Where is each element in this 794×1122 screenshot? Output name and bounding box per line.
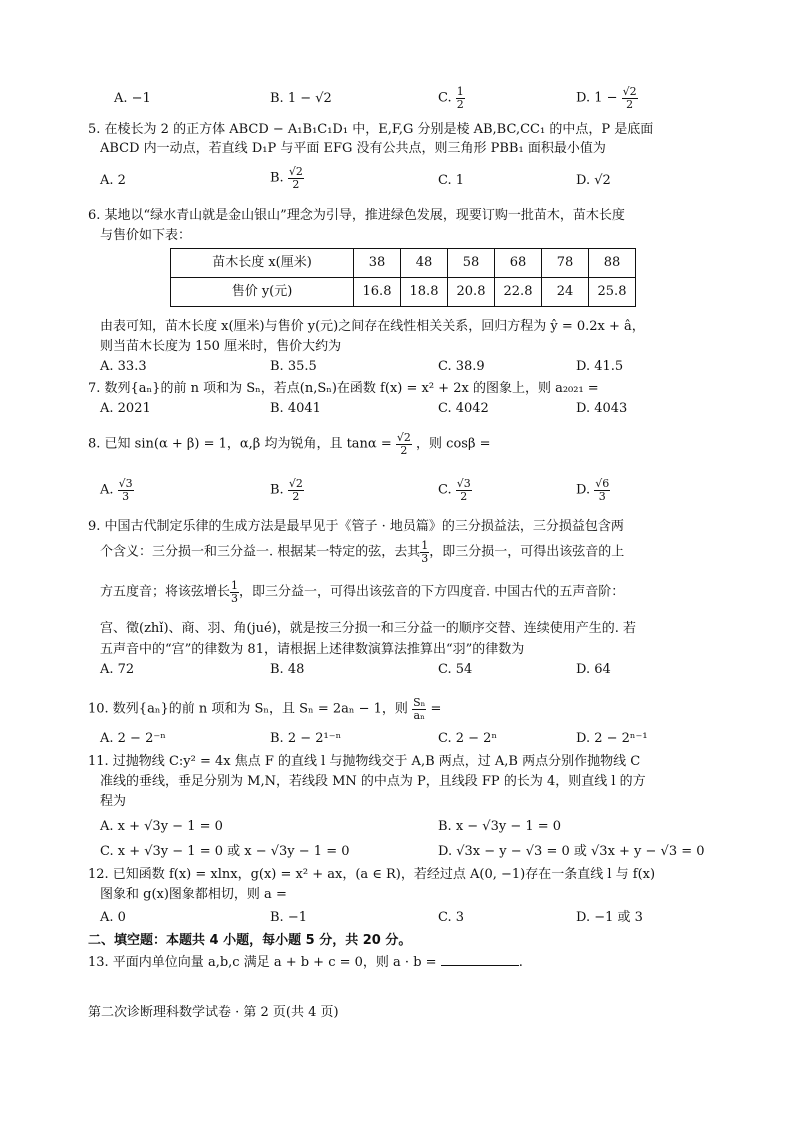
q7-line-1: 7. 数列{aₙ}的前 n 项和为 Sₙ，若点(n,Sₙ)在函数 f(x) = x² + 2x 的图象上，则 a₂₀₂₁ =: [88, 381, 599, 396]
fraction: $\frac{√2}{2}$: [288, 477, 303, 503]
q5-line-1: 5. 在棱长为 2 的正方体 ABCD − A₁B₁C₁D₁ 中，E,F,G 分别是棱 AB,BC,CC₁ 的中点，P 是底面: [88, 122, 654, 137]
section-heading-fill-in: 二、填空题：本题共 4 小题，每小题 5 分，共 20 分。: [88, 933, 412, 948]
q7-option-c: C. 4042: [438, 401, 489, 416]
q10-option-b: B. 2 − 2¹⁻ⁿ: [270, 731, 342, 746]
q4-options: [100, 86, 720, 110]
q5-option-a: A. 2: [100, 173, 126, 188]
q7-option-a: A. 2021: [100, 401, 151, 416]
q13-line-1: 13. 平面内单位向量 a,b,c 满足 a + b + c = 0，则 a · b = .: [88, 955, 523, 970]
answer-blank: [441, 953, 519, 966]
q6-options: [100, 358, 720, 382]
q10-option-a: A. 2 − 2⁻ⁿ: [100, 731, 166, 746]
page-footer: 第二次诊断理科数学试卷 · 第 2 页(共 4 页): [88, 1005, 339, 1020]
table-cell: 22.8: [495, 278, 542, 307]
table-cell: 24: [542, 278, 589, 307]
q6-line-4: 则当苗木长度为 150 厘米时，售价大约为: [100, 339, 342, 354]
q8-option-a: A. $\frac{√3}{3}$: [100, 477, 133, 503]
q6-option-a: A. 33.3: [100, 359, 147, 374]
q8-option-c: C. $\frac{√3}{2}$: [438, 477, 471, 503]
q11-options-row-1: [100, 818, 720, 842]
q12-option-a: A. 0: [100, 910, 126, 925]
q9-option-d: D. 64: [576, 662, 611, 677]
q10-option-c: C. 2 − 2ⁿ: [438, 731, 498, 746]
q9-line-4: 宫、徵(zhǐ)、商、羽、角(jué)，就是按三分损一和三分益一的顺序交替、连续使用产生的. 若: [100, 621, 637, 636]
q9-line-5: 五声音中的“宫”的律数为 81，请根据上述律数演算法推算出“羽”的律数为: [100, 642, 525, 657]
q6-line-2: 与售价如下表：: [100, 228, 192, 243]
table-cell: 88: [589, 249, 636, 278]
q9-line-2: 个含义：三分损一和三分益一. 根据某一特定的弦，去其 $\frac{1}{3}$ ，即三分损一，可得出该弦音的上: [100, 540, 625, 565]
q4-option-b: B. 1 − √2: [270, 91, 332, 106]
fraction: $\frac{√2}{2}$: [396, 432, 411, 457]
q11-option-a: A. x + √3y − 1 = 0: [100, 819, 223, 834]
seedling-price-table: [170, 248, 636, 307]
table-row: [171, 278, 636, 307]
q11-option-d: D. √3x − y − √3 = 0 或 √3x + y − √3 = 0: [438, 844, 705, 859]
table-cell: 58: [448, 249, 495, 278]
q12-line-1: 12. 已知函数 f(x) = xlnx，g(x) = x² + ax，(a ∈ R)，若经过点 A(0, −1)存在一条直线 l 与 f(x): [88, 867, 656, 882]
q5-option-d: D. √2: [576, 173, 611, 188]
fraction: $\frac{√3}{2}$: [456, 477, 471, 503]
q11-line-2: 准线的垂线，垂足分别为 M,N，若线段 MN 的中点为 P，且线段 FP 的长为 4，则直线 l 的方: [100, 774, 646, 789]
q6-line-3: 由表可知，苗木长度 x(厘米)与售价 y(元)之间存在线性相关关系，回归方程为 ŷ = 0.2x + â，: [100, 319, 645, 334]
q7-option-d: D. 4043: [576, 401, 628, 416]
q12-option-d: D. −1 或 3: [576, 910, 643, 925]
table-row-label: 苗木长度 x(厘米): [171, 249, 354, 278]
fraction: $\frac{√6}{3}$: [595, 477, 610, 503]
q7-option-b: B. 4041: [270, 401, 321, 416]
q8-line-1: 8. 已知 sin(α + β) = 1，α,β 均为锐角，且 tanα = $\frac{√2}{2}$ ，则 cosβ =: [88, 432, 491, 457]
table-cell: 38: [354, 249, 401, 278]
fraction: $\frac{\text{Sₙ}}{\text{aₙ}}$: [413, 697, 426, 722]
q9-line-1: 9. 中国古代制定乐律的生成方法是最早见于《管子 · 地员篇》的三分损益法，三分损益包含两: [88, 519, 624, 534]
q12-option-c: C. 3: [438, 910, 465, 925]
q9-options: [100, 661, 720, 685]
q10-line-1: 10. 数列{aₙ}的前 n 项和为 Sₙ，且 Sₙ = 2aₙ − 1，则 $\frac{\text{Sₙ}}{\text{aₙ}}$ =: [88, 697, 442, 722]
q5-option-c: C. 1: [438, 173, 465, 188]
q11-options-row-2: [100, 843, 720, 867]
q10-options: [100, 730, 720, 754]
q11-option-b: B. x − √3y − 1 = 0: [438, 819, 562, 834]
q5-options: [100, 166, 720, 190]
q8-options: [100, 478, 720, 502]
q9-line-3: 方五度音；将该弦增长 $\frac{1}{3}$ ，即三分益一，可得出该弦音的下方四度音. 中国古代的五声音阶：: [100, 580, 625, 605]
q6-option-c: C. 38.9: [438, 359, 485, 374]
q9-option-b: B. 48: [270, 662, 305, 677]
q6-option-b: B. 35.5: [270, 359, 317, 374]
q6-option-d: D. 41.5: [576, 359, 624, 374]
table-cell: 25.8: [589, 278, 636, 307]
table-cell: 68: [495, 249, 542, 278]
table-cell: 48: [401, 249, 448, 278]
q12-options: [100, 909, 720, 933]
q6-line-1: 6. 某地以“绿水青山就是金山银山”理念为引导，推进绿色发展，现要订购一批苗木，苗木长度: [88, 208, 625, 223]
q5-option-b: B. $\frac{√2}{2}$: [270, 165, 303, 191]
q11-line-1: 11. 过抛物线 C:y² = 4x 焦点 F 的直线 l 与抛物线交于 A,B 两点，过 A,B 两点分别作抛物线 C: [88, 754, 641, 769]
fraction: $\frac{√2}{2}$: [622, 85, 637, 111]
q9-option-c: C. 54: [438, 662, 473, 677]
q11-option-c: C. x + √3y − 1 = 0 或 x − √3y − 1 = 0: [100, 844, 350, 859]
table-cell: 18.8: [401, 278, 448, 307]
table-row: [171, 249, 636, 278]
fraction: $\frac{√2}{2}$: [288, 165, 303, 191]
q9-option-a: A. 72: [100, 662, 135, 677]
fraction: $\frac{1}{3}$: [231, 580, 239, 605]
q8-option-d: D. $\frac{√6}{3}$: [576, 477, 610, 503]
table-cell: 20.8: [448, 278, 495, 307]
q8-option-b: B. $\frac{√2}{2}$: [270, 477, 303, 503]
q5-line-2: ABCD 内一动点，若直线 D₁P 与平面 EFG 没有公共点，则三角形 PBB₁ 面积最小值为: [100, 141, 606, 156]
q12-line-2: 图象和 g(x)图象都相切，则 a =: [100, 887, 287, 902]
q10-option-d: D. 2 − 2ⁿ⁻¹: [576, 731, 648, 746]
table-row-label: 售价 y(元): [171, 278, 354, 307]
q4-option-c: C. $\frac{1}{2}$: [438, 85, 464, 111]
table-cell: 78: [542, 249, 589, 278]
q11-line-3: 程为: [100, 794, 127, 809]
q12-option-b: B. −1: [270, 910, 307, 925]
q4-option-d: D. 1 − $\frac{√2}{2}$: [576, 85, 637, 111]
fraction: $\frac{√3}{3}$: [118, 477, 133, 503]
q7-options: [100, 400, 720, 424]
fraction: $\frac{1}{3}$: [421, 540, 429, 565]
fraction: $\frac{1}{2}$: [456, 85, 464, 111]
q4-option-a: A. −1: [114, 91, 151, 106]
table-cell: 16.8: [354, 278, 401, 307]
